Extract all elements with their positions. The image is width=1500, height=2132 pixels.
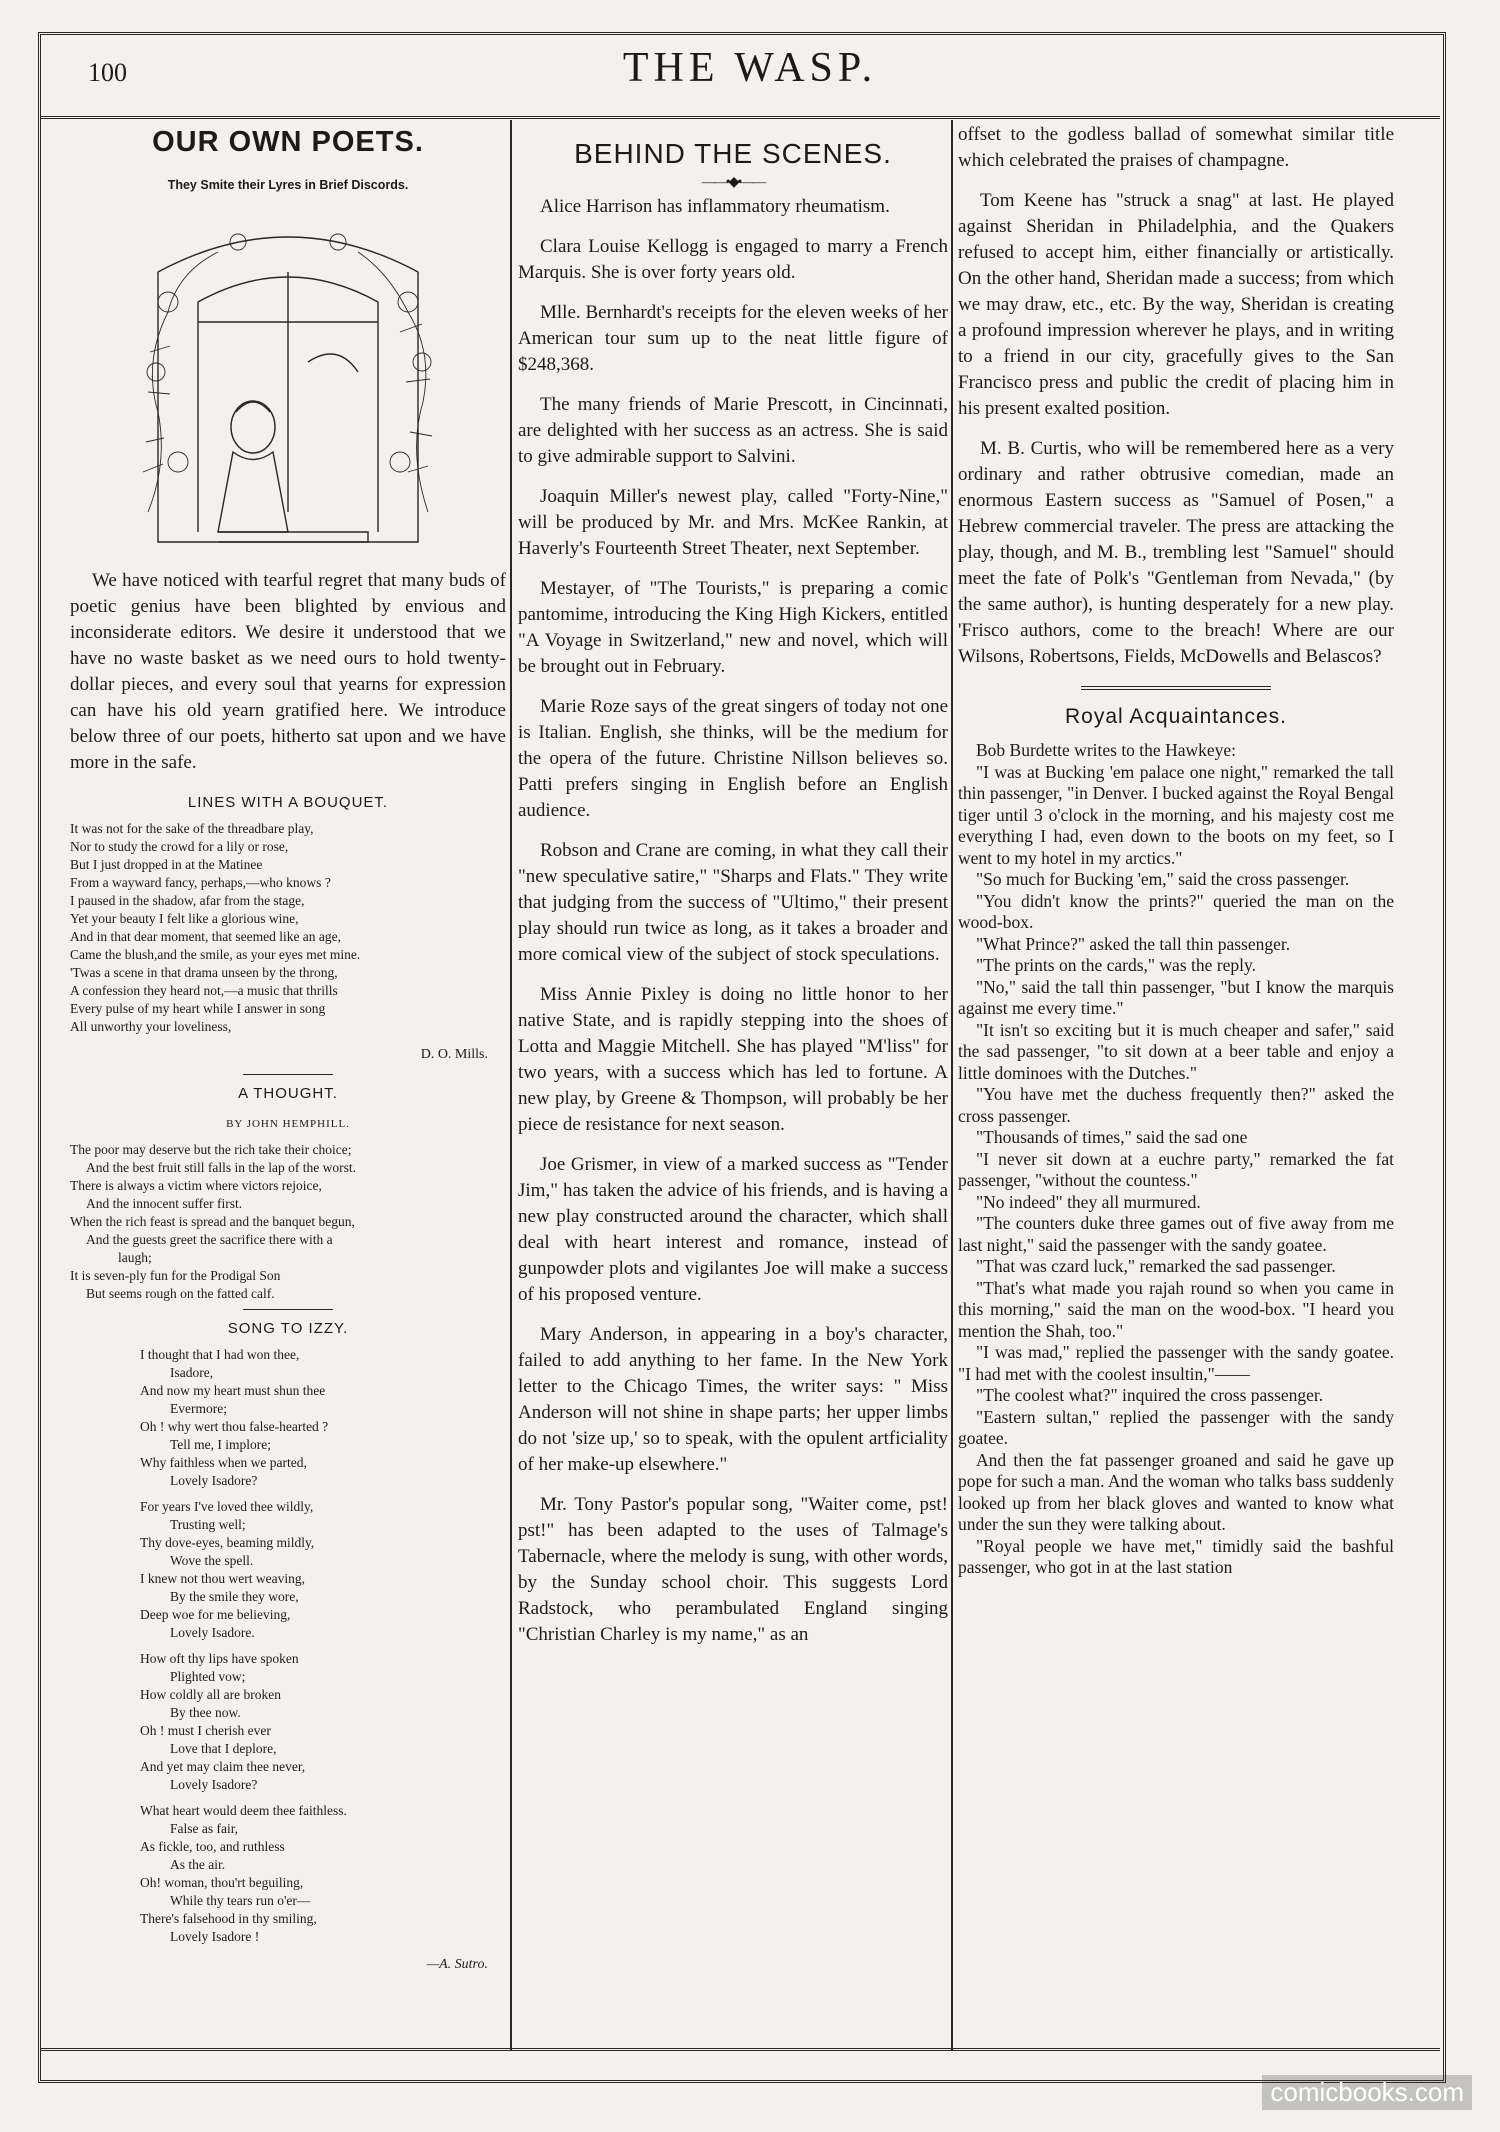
news-item: Alice Harrison has inflammatory rheumatism. bbox=[540, 196, 890, 217]
poem-line: And the innocent suffer first. bbox=[86, 1196, 243, 1211]
stanza bbox=[140, 1498, 506, 1642]
page-number: 100 bbox=[88, 58, 127, 87]
header-rule bbox=[40, 116, 1440, 119]
poem-title-song-to-izzy: SONG TO IZZY. bbox=[227, 1320, 349, 1337]
news-item: Miss Annie Pixley is doing no little honor to her native State, and is rapidly stepping into the shoes of Lotta and Maggie Mitchell. She has played "M'liss" for two years, with a success which has led to fortune. A new play, by Greene & Thompson, will probably be her piece de resistance for next season. bbox=[518, 984, 948, 1135]
poem-line: Yet your beauty I felt like a glorious wine, bbox=[70, 911, 299, 926]
intro-paragraph: We have noticed with tearful regret that many buds of poetic genius have been blighted by envious and inconsiderate editors. We desire it understood that we have no waste basket as we need ours to hold twenty-dollar pieces, and every soul that yearns for expression can have his old yearn gratified here. We introduce below three of our poets, hitherto sat upon and we have more in the safe. bbox=[70, 570, 506, 773]
column-divider-2 bbox=[951, 120, 953, 2050]
section-title: Royal Acquaintances. bbox=[1065, 705, 1287, 728]
stanza bbox=[140, 1802, 506, 1946]
poem-title-lines-with-a-bouquet: LINES WITH A BOUQUET. bbox=[187, 794, 389, 811]
dialogue-line: "That's what made you rajah round so when you came in this morning," said the man on the wood-box. "I heard you mention the Shah, too." bbox=[958, 1277, 1394, 1341]
poem-line: Why faithless when we parted, bbox=[140, 1455, 307, 1470]
poem-line: Love that I deplore, bbox=[170, 1741, 277, 1756]
dialogue-line: "You have met the duchess frequently then?" asked the cross passenger. bbox=[958, 1084, 1394, 1126]
masthead: THE WASP. bbox=[622, 45, 878, 91]
poem-line: Lovely Isadore. bbox=[170, 1625, 255, 1640]
news-item: Mestayer, of "The Tourists," is preparing a comic pantomime, introducing the King High Kickers, entitled "A Voyage in Switzerland," new and novel, which will be brought out in February. bbox=[518, 578, 948, 677]
news-item: Robson and Crane are coming, in what they call their "new speculative satire," "Sharps and Flats." They write that judging from the success of "Ultimo," their present play should run twice as long, as it takes a broader and more comical view of the subject of stock speculations. bbox=[518, 840, 948, 965]
poem-line: Lovely Isadore? bbox=[170, 1473, 258, 1488]
section-divider bbox=[1081, 686, 1271, 690]
dialogue-line: "It isn't so exciting but it is much cheaper and safer," said the sad passenger, "to sit down at a beer table and enjoy a little dominoes with the Dutches." bbox=[958, 1019, 1394, 1083]
poem-line: Plighted vow; bbox=[170, 1669, 246, 1684]
poem-line: False as fair, bbox=[170, 1821, 239, 1836]
dialogue-line: "What Prince?" asked the tall thin passenger. bbox=[976, 933, 1291, 954]
poem-line: Oh! woman, thou'rt beguiling, bbox=[140, 1875, 304, 1890]
news-item: Clara Louise Kellogg is engaged to marry a French Marquis. She is over forty years old. bbox=[518, 236, 948, 283]
news-item: Mary Anderson, in appearing in a boy's character, failed to add anything to her fame. In the New York letter to the Chicago Times, the writer says: " Miss Anderson will not shine in shape parts; her upper limbs do not 'size up,' so to speak, with the opulent artficiality of her make-up elsewhere." bbox=[518, 1324, 948, 1475]
dialogue-line: "I was mad," replied the passenger with the sandy goatee. "I had met with the coolest insultin,"—— bbox=[958, 1342, 1394, 1384]
poem-line: What heart would deem thee faithless. bbox=[140, 1803, 347, 1818]
poem-line: Oh ! why wert thou false-hearted ? bbox=[140, 1419, 329, 1434]
royal-acquaintances-story bbox=[958, 740, 1394, 1579]
poem-line: Lovely Isadore? bbox=[170, 1777, 258, 1792]
poem-line: While thy tears run o'er— bbox=[170, 1893, 311, 1908]
dialogue-line: "I was at Bucking 'em palace one night," remarked the tall thin passenger, "in Denver. I bucked against the Royal Bengal tiger until 3 o'clock in the morning, and his majesty cost me everything I had, even down to the boots on my feet, so I went to my hotel in my arctics." bbox=[958, 761, 1394, 868]
poem-divider bbox=[243, 1074, 333, 1075]
dialogue-line: "Eastern sultan," replied the passenger with the sandy goatee. bbox=[958, 1406, 1394, 1448]
news-item: Joaquin Miller's newest play, called "Forty-Nine," will be produced by Mr. and Mrs. McKee Rankin, at Haverly's Fourteenth Street Theater, next September. bbox=[518, 486, 948, 559]
poem-title-a-thought: A THOUGHT. bbox=[238, 1085, 338, 1102]
stanza bbox=[140, 1346, 506, 1490]
poem-line: Oh ! must I cherish ever bbox=[140, 1723, 271, 1738]
dialogue-line: "Thousands of times," said the sad one bbox=[976, 1127, 1248, 1147]
news-item: Tom Keene has "struck a snag" at last. He played against Sheridan in Philadelphia, and the Quakers refused to accept him, either financially or artistically. On the other hand, Sheridan made a success; from which we may draw, etc., etc. By the way, Sheridan is creating a profound impression wherever he plays, and in writing to a friend in our city, gracefully gives to the San Francisco press and public the credit of placing him in his present exalted position. bbox=[958, 190, 1394, 419]
poem-signature: —A. Sutro. bbox=[426, 1957, 488, 1972]
poem-line: And the guests greet the sacrifice there with a bbox=[86, 1232, 333, 1247]
news-item: offset to the godless ballad of somewhat similar title which celebrated the praises of champagne. bbox=[958, 124, 1394, 171]
poem-line: I paused in the shadow, afar from the stage, bbox=[70, 893, 305, 908]
section-title: OUR OWN POETS. bbox=[152, 126, 424, 158]
poem-song-to-izzy bbox=[70, 1346, 506, 1946]
section-title: BEHIND THE SCENES. bbox=[574, 138, 892, 169]
poem-line: And yet may claim thee never, bbox=[140, 1759, 306, 1774]
poem-line: Came the blush,and the smile, as your eyes met mine. bbox=[70, 947, 361, 962]
stanza bbox=[140, 1650, 506, 1794]
poem-line: Isadore, bbox=[170, 1365, 214, 1380]
poem-lines-with-a-bouquet bbox=[70, 820, 506, 1036]
news-item: Marie Roze says of the great singers of today not one is Italian. English, she thinks, will be the medium for the opera of the future. Christine Nillson believes so. Patti prefers singing in English before an English audience. bbox=[518, 696, 948, 821]
poem-line: It was not for the sake of the threadbare play, bbox=[70, 821, 314, 836]
dialogue-line: "The prints on the cards," was the reply. bbox=[976, 955, 1256, 975]
dialogue-line: "The coolest what?" inquired the cross passenger. bbox=[976, 1385, 1324, 1405]
poem-line: As the air. bbox=[170, 1857, 226, 1872]
poem-line: And in that dear moment, that seemed like an age, bbox=[70, 929, 342, 944]
news-item: Joe Grismer, in view of a marked success as "Tender Jim," has taken the advice of his friends, and is having a new play constructed around the character, which shall deal with heart interest and romance, instead of gunpowder plots and vigilantes Joe will make a success of his proposed venture. bbox=[518, 1154, 948, 1305]
poem-line: Deep woe for me believing, bbox=[140, 1607, 291, 1622]
poem-line: But seems rough on the fatted calf. bbox=[86, 1286, 275, 1301]
dialogue-line: "That was czard luck," remarked the sad passenger. bbox=[976, 1256, 1336, 1276]
dialogue-line: And then the fat passenger groaned and said he gave up pope for such a man. And the woman who talks bass suddenly looked up from her black gloves and wanted to know what under the sun they were talking about. bbox=[958, 1449, 1394, 1534]
poem-line: I knew not thou wert weaving, bbox=[140, 1571, 305, 1586]
poem-line: And now my heart must shun thee bbox=[140, 1383, 326, 1398]
dialogue-line: "So much for Bucking 'em," said the cross passenger. bbox=[976, 869, 1350, 889]
watermark: comicbooks.com bbox=[1262, 2075, 1472, 2110]
poem-line: From a wayward fancy, perhaps,—who knows ? bbox=[70, 875, 331, 890]
news-item: Mr. Tony Pastor's popular song, "Waiter come, pst! pst!" has been adapted to the uses of Talmage's Tabernacle, where the melody is sung, with other words, by the Sunday school choir. This suggests Lord Radstock, who perambulated England singing "Christian Charley is my name," as an bbox=[518, 1494, 948, 1645]
poem-line: All unworthy your loveliness, bbox=[70, 1019, 232, 1034]
dialogue-line: "I never sit down at a euchre party," remarked the fat passenger, "without the countess." bbox=[958, 1148, 1394, 1190]
poem-line: By the smile they wore, bbox=[170, 1589, 299, 1604]
poem-line: A confession they heard not,—a music that thrills bbox=[70, 983, 338, 998]
poem-line: Wove the spell. bbox=[170, 1553, 254, 1568]
poem-line: How oft thy lips have spoken bbox=[140, 1651, 299, 1666]
poem-line: There's falsehood in thy smiling, bbox=[140, 1911, 317, 1926]
news-item: Mlle. Bernhardt's receipts for the eleven weeks of her American tour sum up to the neat little figure of $248,368. bbox=[518, 302, 948, 375]
poem-line: Tell me, I implore; bbox=[170, 1437, 272, 1452]
poem-line: Nor to study the crowd for a lily or rose, bbox=[70, 839, 289, 854]
poem-signature: D. O. Mills. bbox=[420, 1047, 488, 1062]
poem-line: Thy dove-eyes, beaming mildly, bbox=[140, 1535, 315, 1550]
poem-line: By thee now. bbox=[170, 1705, 241, 1720]
column-continued bbox=[958, 122, 1394, 1579]
poem-line: It is seven-ply fun for the Prodigal Son bbox=[70, 1268, 281, 1283]
column-our-own-poets bbox=[70, 122, 506, 1984]
poem-line: As fickle, too, and ruthless bbox=[140, 1839, 285, 1854]
section-subtitle: They Smite their Lyres in Brief Discords. bbox=[167, 178, 409, 192]
dialogue-line: "No," said the tall thin passenger, "but I know the marquis against me every time." bbox=[958, 976, 1394, 1018]
dialogue-line: "No indeed" they all murmured. bbox=[976, 1191, 1201, 1212]
poem-line: laugh; bbox=[118, 1250, 152, 1265]
dialogue-line: Bob Burdette writes to the Hawkeye: bbox=[976, 740, 1237, 760]
title-ornament: ——•◆•—— bbox=[701, 175, 765, 190]
poem-line: The poor may deserve but the rich take their choice; bbox=[70, 1142, 352, 1157]
dialogue-line: "Royal people we have met," timidly said the bashful passenger, who got in at the last station bbox=[958, 1535, 1394, 1577]
poem-line: And the best fruit still falls in the lap of the worst. bbox=[86, 1160, 356, 1175]
news-item: M. B. Curtis, who will be remembered here as a very ordinary and rather obtrusive comedian, made an enormous Eastern success as "Samuel of Posen," a Hebrew commercial traveler. The press are attacking the play, though, and M. B., trembling lest "Samuel" should meet the fate of Polk's "Gentleman from Nevada," (by the same author), is hunting desperately for a new play. 'Frisco authors, come to the breach! Where are our Wilsons, Robertsons, Fields, McDowells and Belascos? bbox=[958, 438, 1394, 667]
poem-line: Trusting well; bbox=[170, 1517, 246, 1532]
footer-rule bbox=[40, 2048, 1440, 2051]
poem-divider bbox=[243, 1309, 333, 1310]
window-illustration bbox=[138, 212, 438, 552]
poem-line: How coldly all are broken bbox=[140, 1687, 281, 1702]
column-divider-1 bbox=[510, 120, 512, 2050]
poem-line: Lovely Isadore ! bbox=[170, 1929, 260, 1944]
poem-line: Every pulse of my heart while I answer in song bbox=[70, 1001, 326, 1016]
poem-line: Evermore; bbox=[170, 1401, 227, 1416]
poem-a-thought bbox=[70, 1141, 506, 1303]
poem-line: When the rich feast is spread and the banquet begun, bbox=[70, 1214, 355, 1229]
dialogue-line: "The counters duke three games out of five away from me last night," said the passenger with the sandy goatee. bbox=[958, 1213, 1394, 1255]
dialogue-line: "You didn't know the prints?" queried the man on the wood-box. bbox=[958, 890, 1394, 932]
news-item: The many friends of Marie Prescott, in Cincinnati, are delighted with her success as an actress. She is said to give admirable support to Salvini. bbox=[518, 394, 948, 467]
poem-line: There is always a victim where victors rejoice, bbox=[70, 1178, 322, 1193]
poem-line: For years I've loved thee wildly, bbox=[140, 1499, 314, 1514]
poem-line: But I just dropped in at the Matinee bbox=[70, 857, 263, 872]
poem-line: I thought that I had won thee, bbox=[140, 1347, 300, 1362]
poem-byline: BY JOHN HEMPHILL. bbox=[226, 1118, 350, 1130]
column-behind-the-scenes bbox=[518, 122, 948, 1662]
poem-line: 'Twas a scene in that drama unseen by the throng, bbox=[70, 965, 338, 980]
